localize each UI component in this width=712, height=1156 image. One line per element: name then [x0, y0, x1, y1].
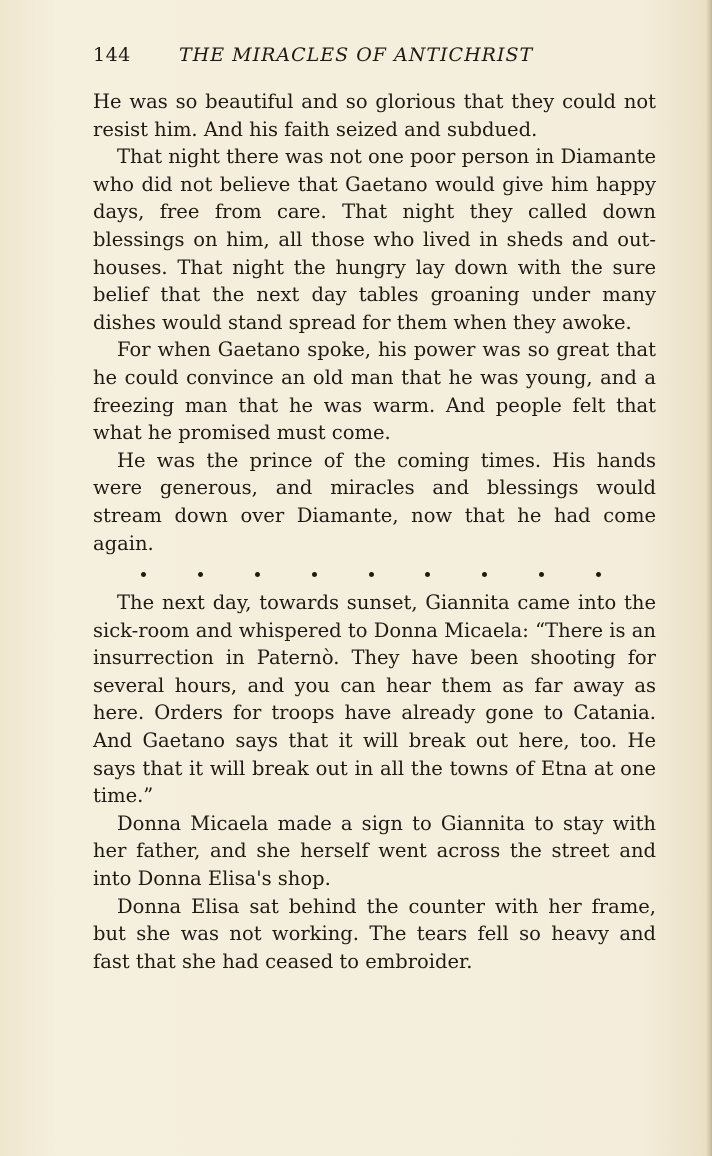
paragraph-4: He was the prince of the coming times. His hands were generous, and miracles and blessings would stream down over Diamante, now that he had come again.	[93, 448, 656, 555]
separator-dot	[596, 572, 601, 577]
paragraph-2: That night there was not one poor person in Diamante who did not believe that Gaetano would give him happy days, free from care. That night they called down blessings on him, all those who lived in sheds and out-houses. That night the hungry lay down with the sure belief that the next day tables groaning under many dishes would stand spread for them when they awoke.	[93, 145, 656, 334]
page-edge-shadow	[706, 0, 712, 1156]
paragraph-6: Donna Micaela made a sign to Giannita to stay with her father, and she herself went across the street and into Donna Elisa's shop.	[93, 811, 656, 891]
page-number: 144	[93, 44, 131, 66]
paragraph-5: The next day, towards sunset, Giannita came into the sick-room and whispered to Donna Micaela: “There is an insurrection in Paternò. They have been shooting for several hours, and you can hear them as far away as here. Orders for troops have already gone to Catania. And Gaetano says that it will break out here, too. He says that it will break out in all the towns of Etna at one time.”	[93, 591, 656, 808]
page-header	[93, 44, 663, 74]
separator-dot	[425, 572, 430, 577]
paragraph-3: For when Gaetano spoke, his power was so great that he could convince an old man that he was young, and a freezing man that he was warm. And people felt that what he promised must come.	[93, 338, 656, 445]
body-text	[93, 88, 656, 975]
separator-dot	[369, 572, 374, 577]
paragraph-7: Donna Elisa sat behind the counter with her frame, but she was not working. The tears fell so heavy and fast that she had ceased to embroider.	[93, 894, 656, 973]
separator-dot	[539, 572, 544, 577]
separator-dot	[198, 572, 203, 577]
separator-dot	[141, 572, 146, 577]
section-separator	[141, 563, 601, 585]
separator-dot	[255, 572, 260, 577]
separator-dot	[312, 572, 317, 577]
separator-dot	[482, 572, 487, 577]
paragraph-1: He was so beautiful and so glorious that they could not resist him. And his faith seized and subdued.	[93, 90, 656, 141]
running-title: THE MIRACLES OF ANTICHRIST	[179, 44, 534, 66]
